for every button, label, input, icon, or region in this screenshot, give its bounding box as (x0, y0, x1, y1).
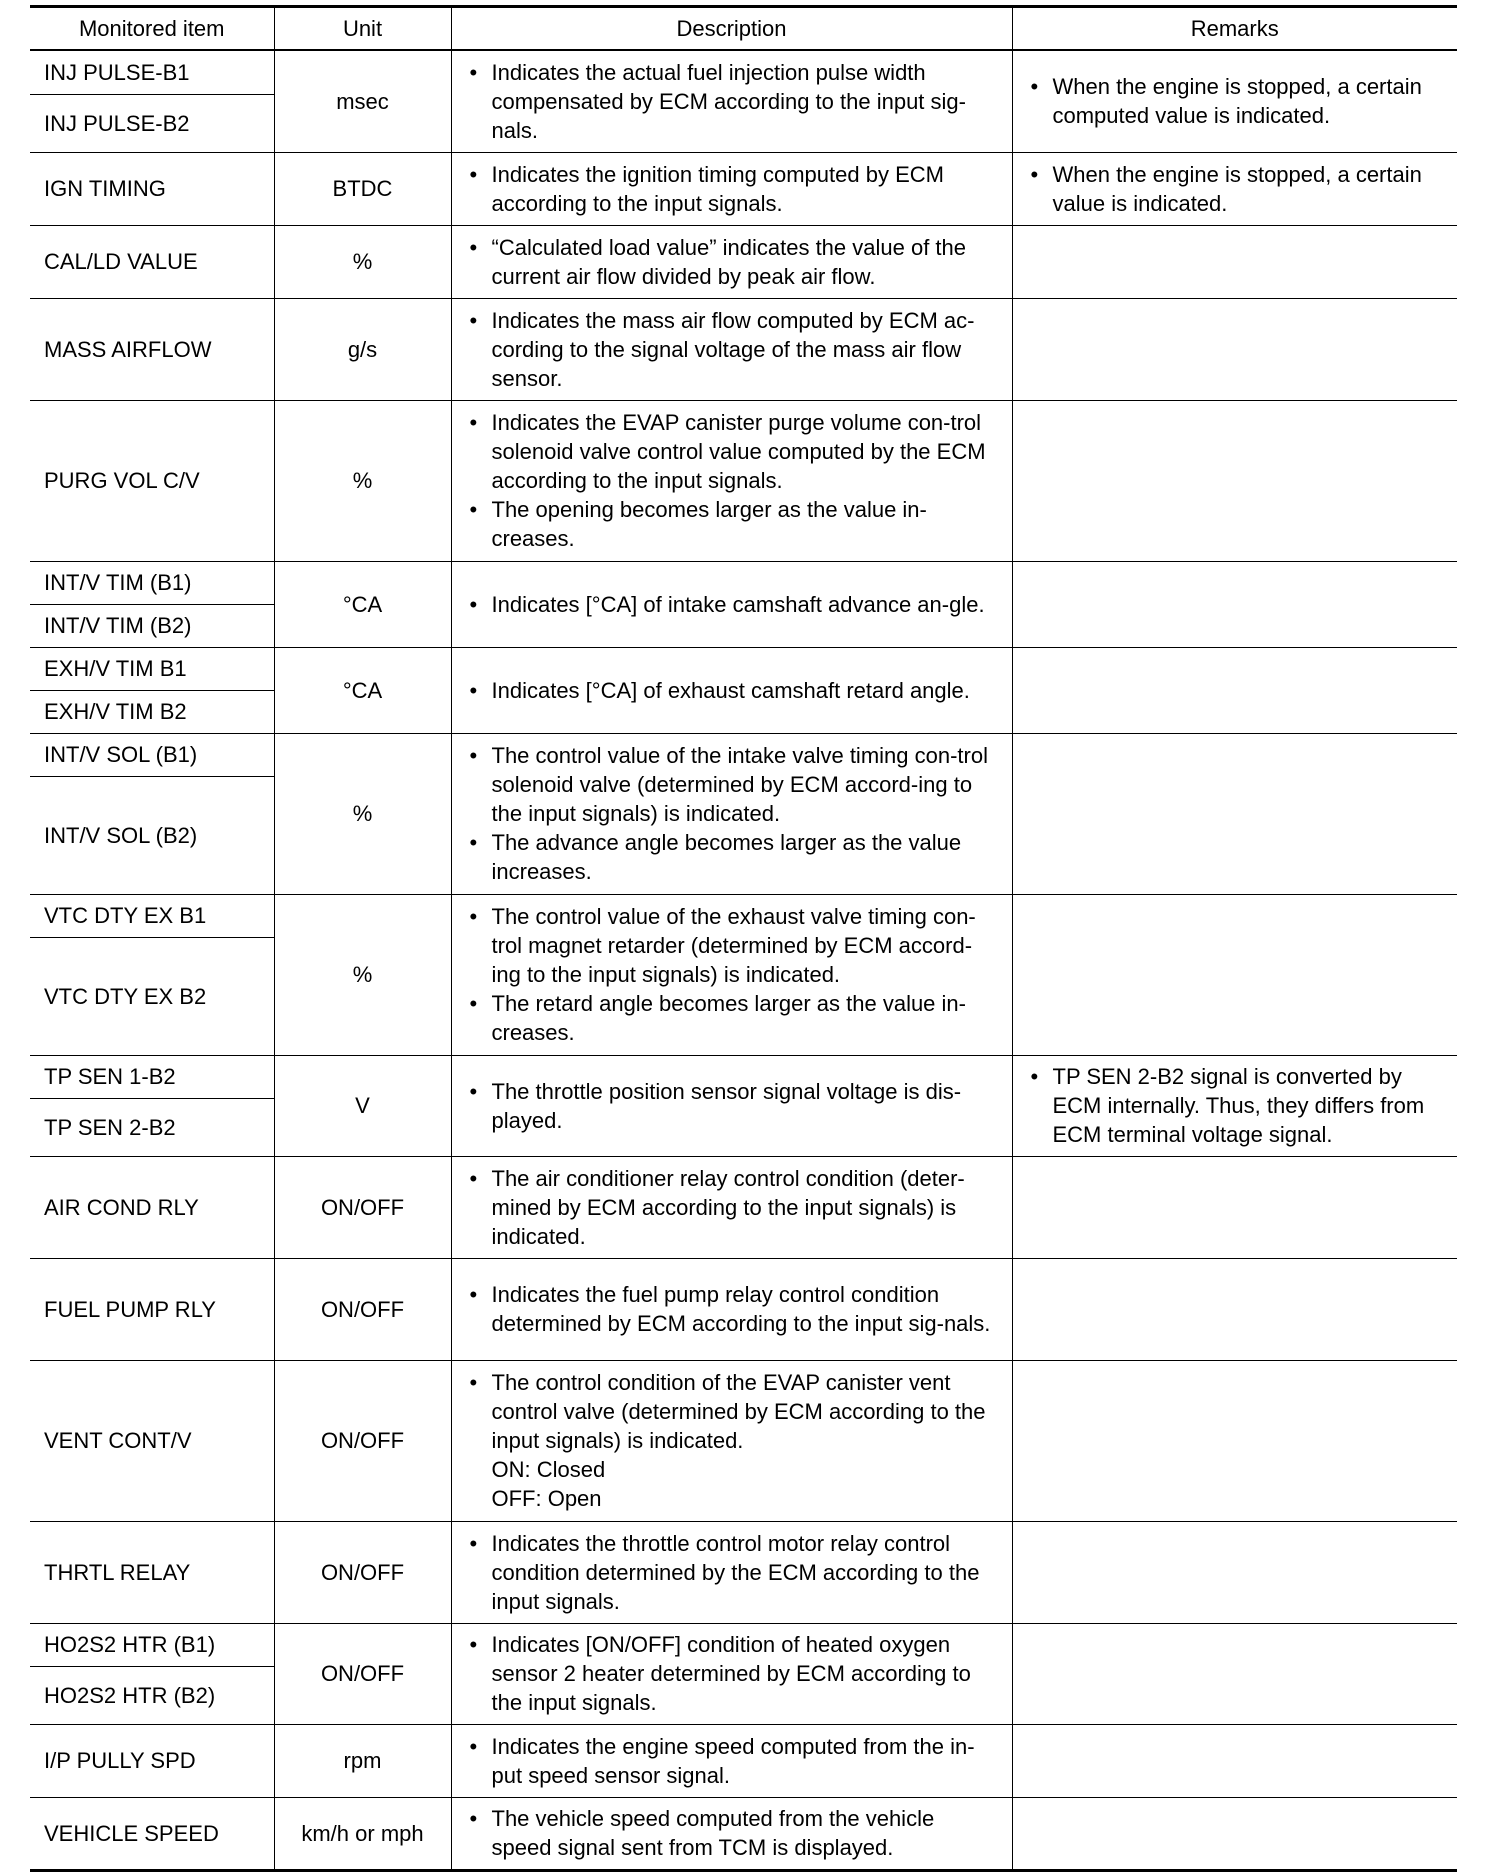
description-list (466, 408, 998, 553)
table-body (30, 50, 1457, 1870)
unit-cell: °CA (274, 561, 451, 647)
remarks-cell (1012, 1258, 1457, 1360)
remarks-cell (1012, 561, 1457, 647)
description-bullet: • Indicates [ON/OFF] condition of heated oxygen sensor 2 heater determined by ECM according to the input signals. (466, 1630, 998, 1717)
unit-cell: msec (274, 50, 451, 152)
monitored-item-cell: VTC DTY EX B2 (30, 937, 274, 1055)
remarks-cell (1012, 733, 1457, 894)
description-bullet: • The vehicle speed computed from the vehicle speed signal sent from TCM is displayed. (466, 1804, 998, 1862)
monitored-item-cell: PURG VOL C/V (30, 400, 274, 561)
description-list (466, 1368, 998, 1455)
unit-cell: g/s (274, 298, 451, 400)
description-bullet: • Indicates the ignition timing computed by ECM according to the input signals. (466, 160, 998, 218)
description-list (466, 1630, 998, 1717)
table-row (30, 1724, 1457, 1797)
monitored-item-cell: FUEL PUMP RLY (30, 1258, 274, 1360)
monitored-item-cell: THRTL RELAY (30, 1521, 274, 1623)
description-bullet: • The throttle position sensor signal voltage is dis-played. (466, 1077, 998, 1135)
description-cell (451, 1623, 1012, 1724)
monitored-item-cell: EXH/V TIM B1 (30, 647, 274, 690)
table-header-row (30, 7, 1457, 51)
description-bullet: • The control condition of the EVAP canister vent control valve (determined by ECM according to the input signals) is indicated. (466, 1368, 998, 1455)
description-bullet: • Indicates [°CA] of exhaust camshaft retard angle. (466, 676, 998, 705)
monitored-items-table (30, 5, 1457, 1872)
monitored-item-cell: INJ PULSE-B2 (30, 94, 274, 152)
description-bullet: • Indicates the engine speed computed from the in-put speed sensor signal. (466, 1732, 998, 1790)
table-row (30, 225, 1457, 298)
table-row (30, 1258, 1457, 1360)
monitored-item-cell: CAL/LD VALUE (30, 225, 274, 298)
monitored-item-cell: IGN TIMING (30, 152, 274, 225)
table-row (30, 647, 1457, 690)
monitored-item-cell: I/P PULLY SPD (30, 1724, 274, 1797)
unit-cell: ON/OFF (274, 1521, 451, 1623)
monitored-item-cell: HO2S2 HTR (B2) (30, 1666, 274, 1724)
remarks-cell (1012, 1156, 1457, 1258)
table-row (30, 50, 1457, 94)
remarks-cell (1012, 1724, 1457, 1797)
monitored-item-cell: INT/V SOL (B2) (30, 776, 274, 894)
unit-cell: ON/OFF (274, 1258, 451, 1360)
remarks-cell (1012, 1797, 1457, 1870)
table-row (30, 561, 1457, 604)
description-cell (451, 1360, 1012, 1521)
description-cell (451, 733, 1012, 894)
header-unit: Unit (274, 7, 451, 51)
table-row (30, 1156, 1457, 1258)
description-bullet: • The control value of the exhaust valve timing con-trol magnet retarder (determined by ECM accord-ing to the input signals) is indicated. (466, 902, 998, 989)
table-row (30, 298, 1457, 400)
description-list (466, 902, 998, 1047)
remarks-bullet: • When the engine is stopped, a certain value is indicated. (1027, 160, 1444, 218)
description-cell (451, 50, 1012, 152)
remarks-cell (1012, 1521, 1457, 1623)
monitored-item-cell: VTC DTY EX B1 (30, 894, 274, 937)
description-list (466, 741, 998, 886)
description-list (466, 233, 998, 291)
description-list (466, 676, 998, 705)
description-list (466, 1280, 998, 1338)
description-cell (451, 561, 1012, 647)
description-cell (451, 152, 1012, 225)
remarks-cell (1012, 298, 1457, 400)
unit-cell: ON/OFF (274, 1623, 451, 1724)
description-bullet: • The advance angle becomes larger as the value increases. (466, 828, 998, 886)
table-row (30, 1797, 1457, 1870)
description-bullet: • Indicates the mass air flow computed by ECM ac-cording to the signal voltage of the mass air flow sensor. (466, 306, 998, 393)
remarks-cell (1012, 50, 1457, 152)
description-list (466, 1529, 998, 1616)
table-row (30, 1521, 1457, 1623)
description-bullet: • The retard angle becomes larger as the value in-creases. (466, 989, 998, 1047)
description-list (466, 58, 998, 145)
remarks-cell (1012, 647, 1457, 733)
unit-cell: V (274, 1055, 451, 1156)
description-list (466, 1732, 998, 1790)
description-subline: OFF: Open (491, 1486, 602, 1511)
header-remarks: Remarks (1012, 7, 1457, 51)
description-bullet: • Indicates [°CA] of intake camshaft advance an-gle. (466, 590, 998, 619)
unit-cell: % (274, 225, 451, 298)
description-cell (451, 1521, 1012, 1623)
table-row (30, 152, 1457, 225)
description-cell (451, 1797, 1012, 1870)
description-cell (451, 225, 1012, 298)
remarks-list (1027, 1062, 1444, 1149)
monitored-item-cell: INT/V TIM (B1) (30, 561, 274, 604)
remarks-cell (1012, 894, 1457, 1055)
remarks-cell (1012, 152, 1457, 225)
unit-cell: km/h or mph (274, 1797, 451, 1870)
description-cell (451, 1156, 1012, 1258)
description-bullet: • Indicates the throttle control motor relay control condition determined by the ECM according to the input signals. (466, 1529, 998, 1616)
description-cell (451, 647, 1012, 733)
monitored-item-cell: MASS AIRFLOW (30, 298, 274, 400)
header-description: Description (451, 7, 1012, 51)
table-row (30, 1360, 1457, 1521)
unit-cell: rpm (274, 1724, 451, 1797)
remarks-bullet: • When the engine is stopped, a certain computed value is indicated. (1027, 72, 1444, 130)
description-bullet: • The opening becomes larger as the value in-creases. (466, 495, 998, 553)
remarks-list (1027, 72, 1444, 130)
description-bullet: • “Calculated load value” indicates the value of the current air flow divided by peak air flow. (466, 233, 998, 291)
remarks-list (1027, 160, 1444, 218)
unit-cell: ON/OFF (274, 1156, 451, 1258)
monitored-item-cell: VENT CONT/V (30, 1360, 274, 1521)
description-cell (451, 894, 1012, 1055)
description-cell (451, 298, 1012, 400)
description-cell (451, 1055, 1012, 1156)
remarks-cell (1012, 400, 1457, 561)
table-row (30, 894, 1457, 937)
remarks-cell (1012, 1360, 1457, 1521)
monitored-item-cell: AIR COND RLY (30, 1156, 274, 1258)
monitored-item-cell: TP SEN 2-B2 (30, 1098, 274, 1156)
description-list (466, 160, 998, 218)
description-bullet: • The air conditioner relay control condition (deter-mined by ECM according to the input signals) is indicated. (466, 1164, 998, 1251)
description-cell (451, 1724, 1012, 1797)
header-monitored-item: Monitored item (30, 7, 274, 51)
description-list (466, 306, 998, 393)
table-row (30, 1055, 1457, 1098)
unit-cell: % (274, 733, 451, 894)
unit-cell: °CA (274, 647, 451, 733)
description-cell (451, 1258, 1012, 1360)
description-list (466, 1077, 998, 1135)
remarks-bullet: • TP SEN 2-B2 signal is converted by ECM internally. Thus, they differs from ECM terminal voltage signal. (1027, 1062, 1444, 1149)
description-cell (451, 400, 1012, 561)
remarks-cell (1012, 1623, 1457, 1724)
description-list (466, 590, 998, 619)
remarks-cell (1012, 1055, 1457, 1156)
description-bullet: • The control value of the intake valve timing con-trol solenoid valve (determined by ECM accord-ing to the input signals) is indicated. (466, 741, 998, 828)
unit-cell: ON/OFF (274, 1360, 451, 1521)
description-subline: ON: Closed (491, 1457, 606, 1482)
monitored-item-cell: HO2S2 HTR (B1) (30, 1623, 274, 1666)
table-row (30, 1623, 1457, 1666)
description-list (466, 1164, 998, 1251)
table-row (30, 733, 1457, 776)
monitored-item-cell: VEHICLE SPEED (30, 1797, 274, 1870)
unit-cell: % (274, 400, 451, 561)
description-bullet: • Indicates the fuel pump relay control condition determined by ECM according to the input sig-nals. (466, 1280, 998, 1338)
unit-cell: BTDC (274, 152, 451, 225)
description-list (466, 1804, 998, 1862)
description-bullet: • Indicates the EVAP canister purge volume con-trol solenoid valve control value computed by the ECM according to the input signals. (466, 408, 998, 495)
monitored-item-cell: TP SEN 1-B2 (30, 1055, 274, 1098)
monitored-item-cell: INT/V TIM (B2) (30, 604, 274, 647)
unit-cell: % (274, 894, 451, 1055)
table-row (30, 400, 1457, 561)
monitored-item-cell: INT/V SOL (B1) (30, 733, 274, 776)
monitored-item-cell: INJ PULSE-B1 (30, 50, 274, 94)
description-bullet: • Indicates the actual fuel injection pulse width compensated by ECM according to the input sig-nals. (466, 58, 998, 145)
monitored-item-cell: EXH/V TIM B2 (30, 690, 274, 733)
remarks-cell (1012, 225, 1457, 298)
